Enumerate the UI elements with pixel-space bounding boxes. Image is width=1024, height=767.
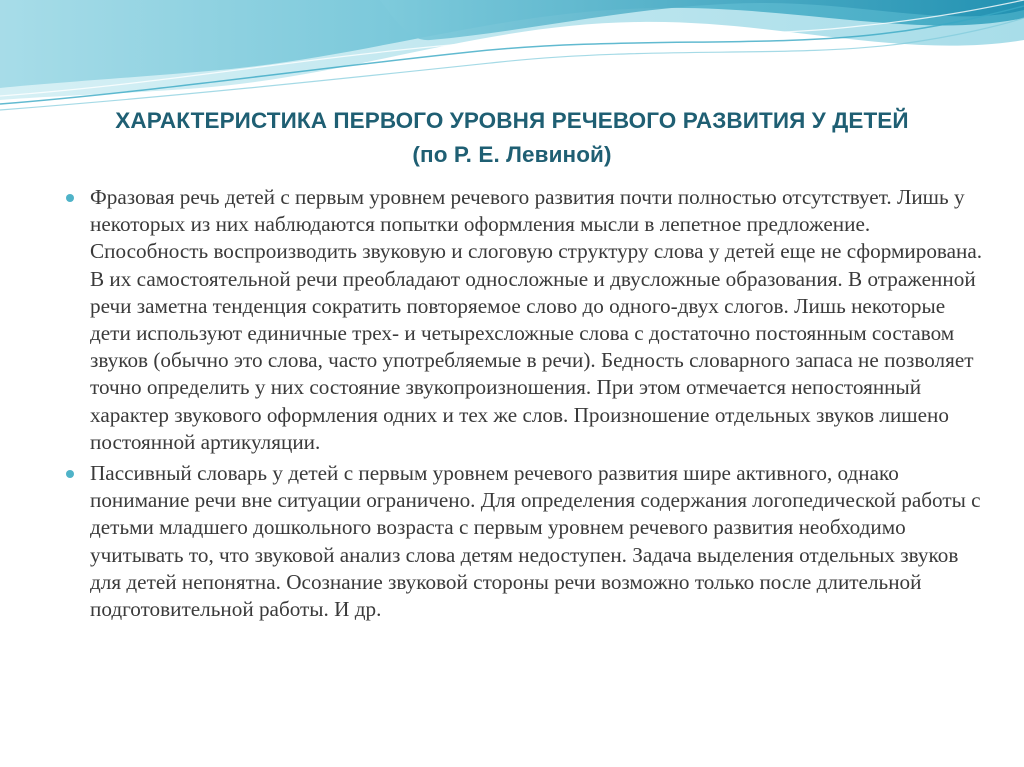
bullet-dot-icon: [66, 470, 74, 478]
page-title: [60, 104, 964, 172]
paragraph-1: Фразовая речь детей с первым уровнем речевого развития почти полностью отсутствует. Лишь у некоторых из них наблюдаются попытки оформления мысли в лепетное предложение. Способность воспроизводить звуковую и слоговую структуру слова у детей еще не сформирована. В их самостоятельной речи преобладают односложные и двусложные образования. В отраженной речи заметна тенденция сократить повторяемое слово до одного-двух слогов. Лишь некоторые дети используют единичные трех- и четырехсложные слова с достаточно постоянным составом звуков (обычно это слова, часто употребляемые в речи). Бедность словарного запаса не позволяет точно определить у них состояние звукопроизношения. При этом отмечается непостоянный характер звукового оформления одних и тех же слов. Произношение отдельных звуков лишено постоянной артикуляции.: [90, 185, 983, 454]
paragraph-2: Пассивный словарь у детей с первым уровнем речевого развития шире активного, однако понимание речи вне ситуации ограничено. Для определения содержания логопедической работы с детьми младшего дошкольного возраста с первым уровнем речевого развития необходимо учитывать то, что звуковой анализ слова детям недоступен. Задача выделения отдельных звуков для детей непонятна. Осознание звуковой стороны речи возможно только после длительной подготовительной работы. И др.: [90, 461, 981, 622]
title-line-1: ХАРАКТЕРИСТИКА ПЕРВОГО УРОВНЯ РЕЧЕВОГО РАЗВИТИЯ У ДЕТЕЙ: [115, 108, 909, 133]
list-item: [90, 184, 990, 456]
title-line-2: (по Р. Е. Левиной): [412, 142, 612, 167]
list-item: [90, 460, 990, 623]
bullet-list: [90, 184, 990, 627]
decorative-wave-header: [0, 0, 1024, 115]
bullet-dot-icon: [66, 194, 74, 202]
